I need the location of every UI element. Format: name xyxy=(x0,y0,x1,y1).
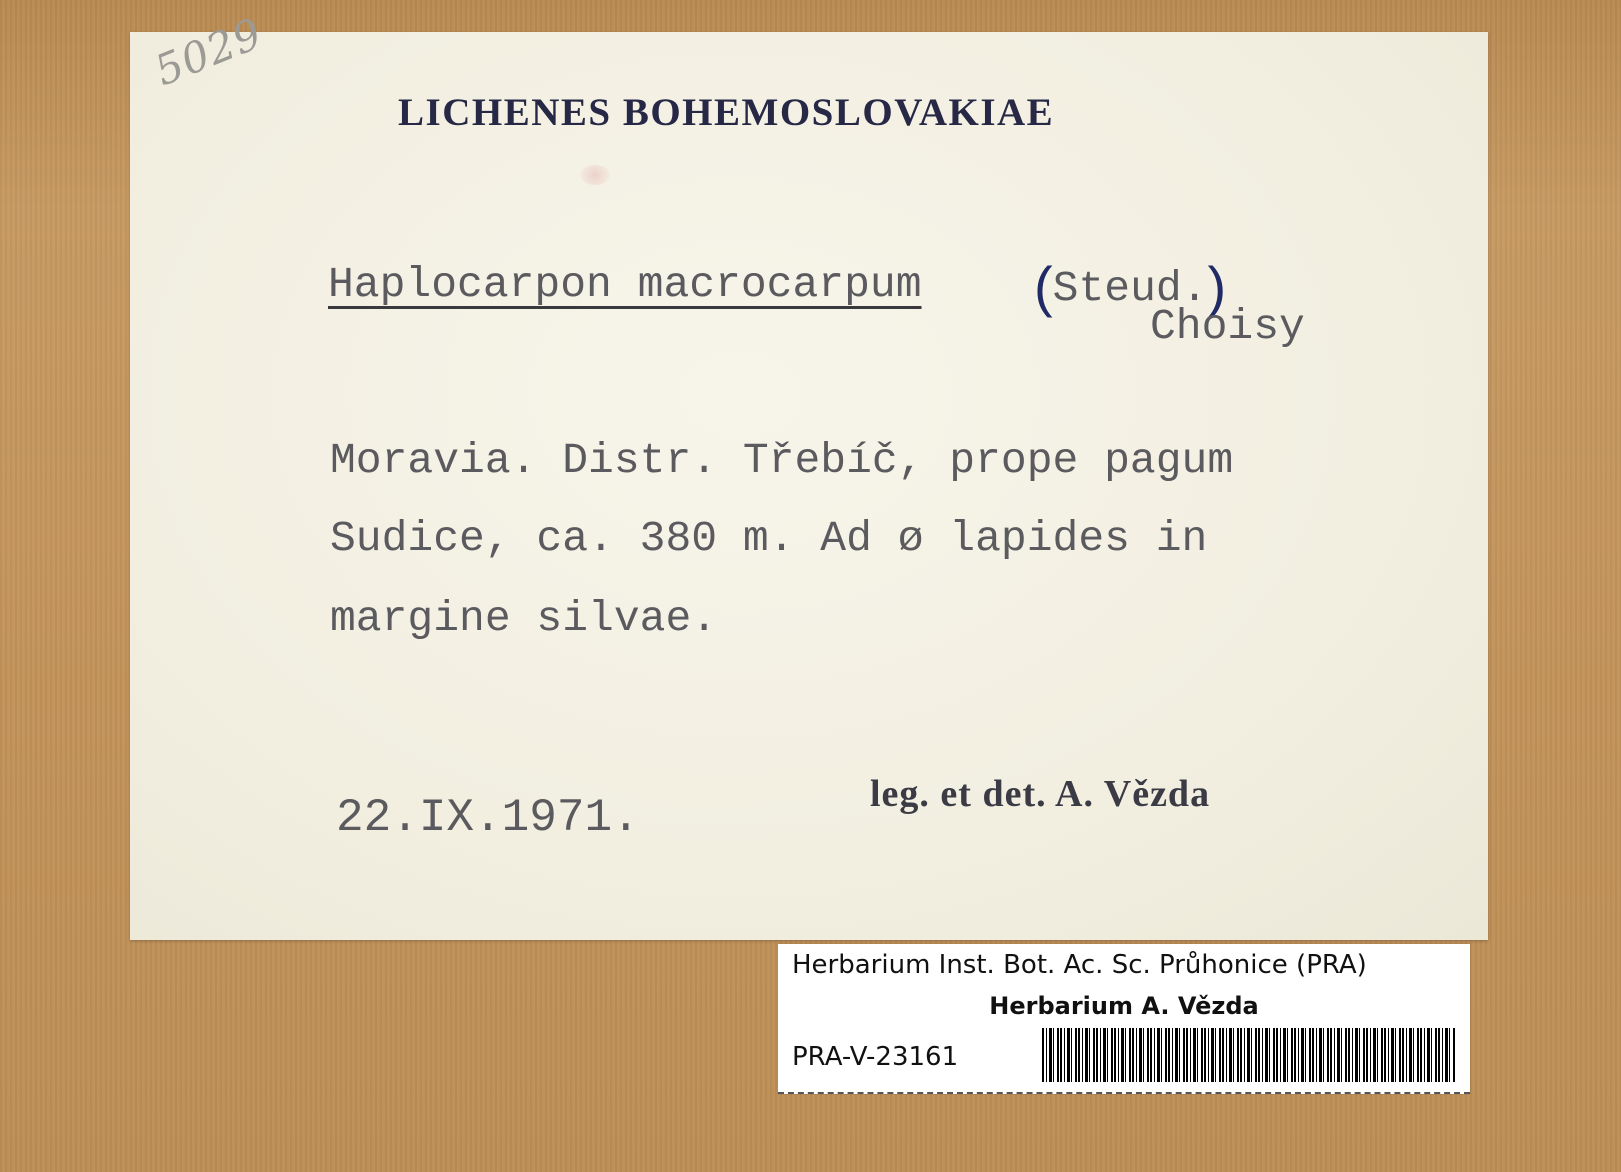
herbarium-barcode-label xyxy=(778,944,1470,1094)
specimen-label-card xyxy=(130,32,1488,940)
header-title: LICHENES BOHEMOSLOVAKIAE xyxy=(398,91,1055,134)
barcode-image xyxy=(1042,1028,1456,1082)
stain-mark xyxy=(580,165,610,185)
locality-line-3: margine silvae. xyxy=(330,594,718,643)
locality-line-1: Moravia. Distr. Třebíč, prope pagum xyxy=(330,436,1234,485)
species-name: Haplocarpon macrocarpum xyxy=(328,260,922,309)
pencil-number: 5029 xyxy=(148,8,270,96)
specimen-id: PRA-V-23161 xyxy=(792,1042,959,1072)
locality-line-2: Sudice, ca. 380 m. Ad ø lapides in xyxy=(330,514,1208,563)
paren-close: ) xyxy=(1207,255,1227,318)
herbarium-institution: Herbarium Inst. Bot. Ac. Sc. Průhonice (PRA) xyxy=(792,950,1367,980)
author-part1: Steud. xyxy=(1052,264,1208,313)
paren-open: ( xyxy=(1034,255,1053,318)
author-part2: Choisy xyxy=(1150,302,1305,351)
collector-stamp: leg. et det. A. Vězda xyxy=(870,773,1211,815)
herbarium-collection: Herbarium A. Vězda xyxy=(989,992,1259,1020)
collection-date: 22.IX.1971. xyxy=(336,792,640,844)
